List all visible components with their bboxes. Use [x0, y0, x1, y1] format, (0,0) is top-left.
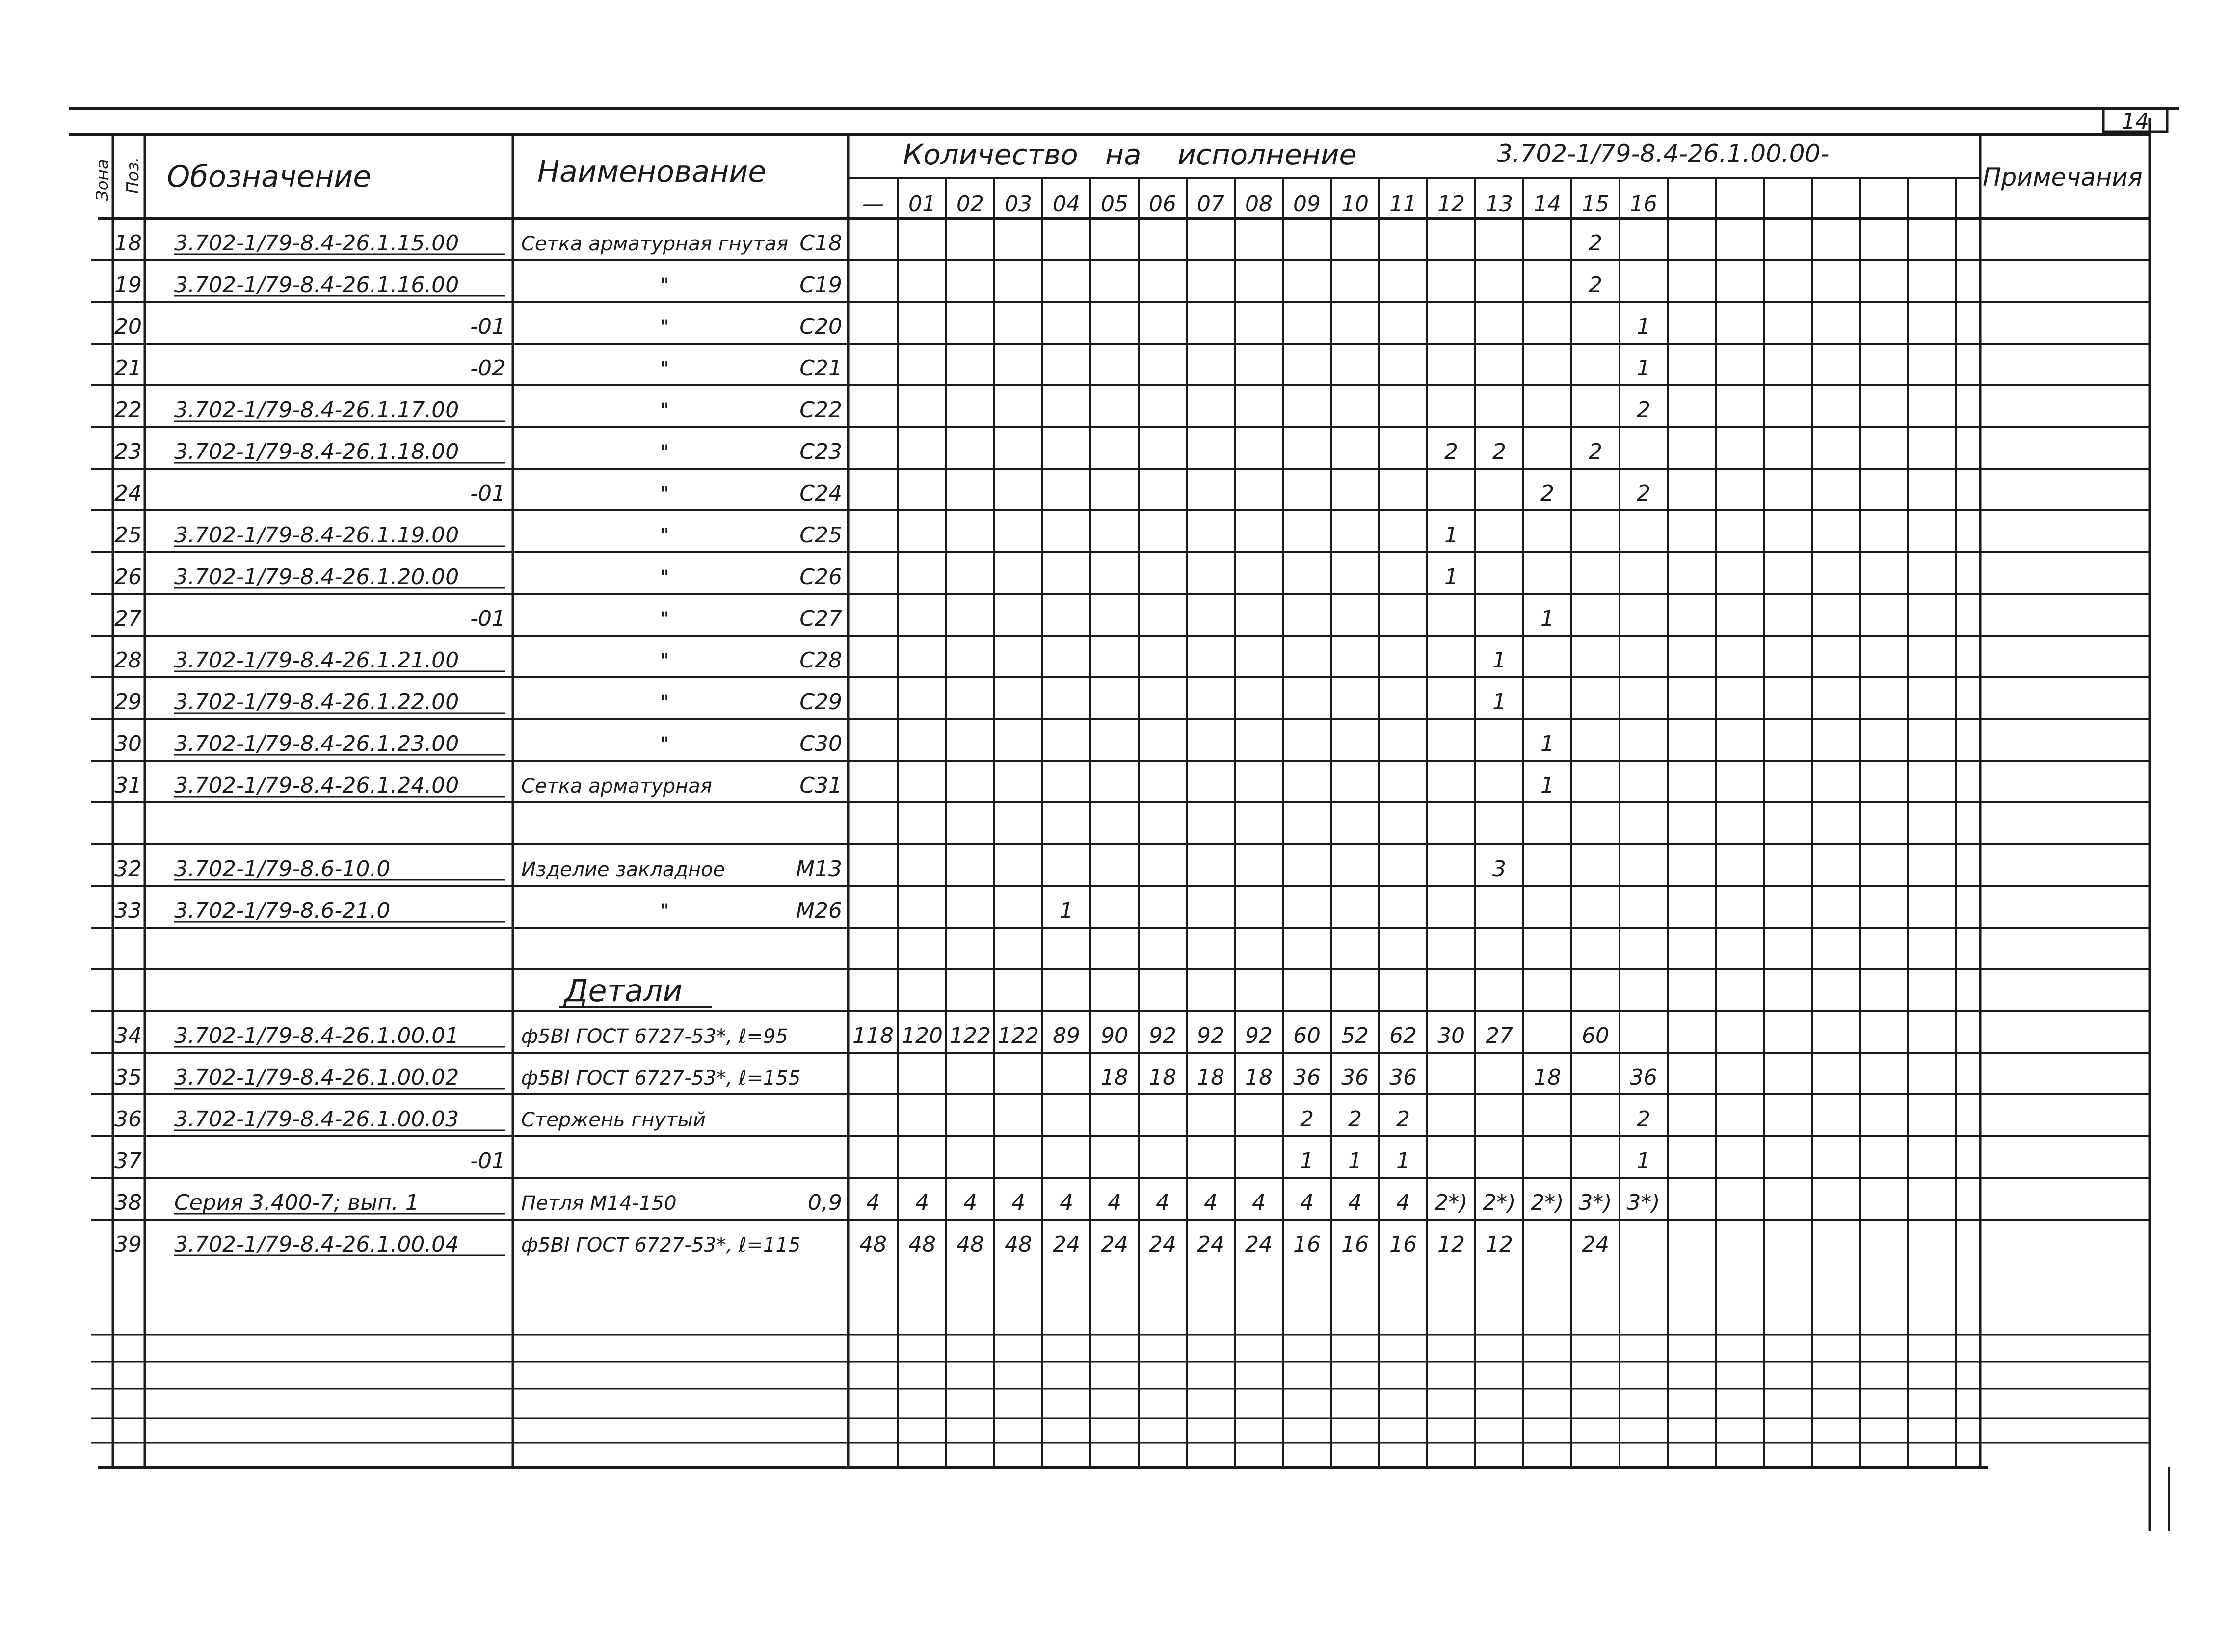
row-designation: 3.702-1/79-8.4-26.1.21.00 — [174, 648, 459, 673]
row-name: ф5ВI ГОСТ 6727-53*, ℓ=95 — [521, 1025, 788, 1048]
section-heading: Детали — [564, 973, 683, 1009]
table-row — [114, 564, 1458, 589]
row-name: Сетка арматурная — [521, 775, 712, 798]
variant-label: 15 — [1582, 191, 1609, 216]
row-name-code: С22 — [799, 398, 842, 423]
qty-cell: 4 — [1300, 1190, 1314, 1215]
qty-cell: 4 — [1108, 1190, 1121, 1215]
row-name: " — [660, 358, 669, 380]
qty-cell: 1 — [1492, 690, 1506, 715]
qty-cell: 2 — [1637, 1107, 1650, 1132]
qty-cell: 52 — [1341, 1023, 1369, 1048]
header-qty-doc: 3.702-1/79-8.4-26.1.00.00- — [1497, 139, 1830, 168]
qty-cell: 48 — [1005, 1232, 1032, 1257]
qty-cell: 122 — [998, 1023, 1039, 1048]
row-designation: 3.702-1/79-8.6-21.0 — [174, 898, 391, 923]
qty-cell: 2*) — [1483, 1190, 1516, 1215]
row-name: " — [660, 400, 669, 422]
row-designation: 3.702-1/79-8.4-26.1.20.00 — [174, 564, 459, 589]
variant-label: 12 — [1437, 191, 1465, 216]
qty-cell: 92 — [1197, 1023, 1224, 1048]
variant-label: 02 — [956, 191, 984, 216]
row-designation: 3.702-1/79-8.4-26.1.24.00 — [174, 773, 459, 798]
row-name-code: С28 — [799, 648, 842, 673]
variant-label: 05 — [1101, 191, 1128, 216]
row-position: 24 — [114, 481, 142, 506]
row-designation: -01 — [470, 1148, 505, 1173]
qty-cell: 1 — [1637, 1148, 1650, 1173]
row-name-code: М26 — [796, 898, 842, 923]
header-pos: Поз. — [123, 157, 143, 194]
qty-cell: 2 — [1492, 439, 1506, 464]
qty-cell: 1 — [1540, 606, 1554, 631]
qty-cell: 18 — [1197, 1065, 1224, 1090]
row-name: " — [660, 900, 669, 923]
row-designation: 3.702-1/79-8.4-26.1.00.03 — [174, 1107, 459, 1132]
row-name-code: С18 — [799, 231, 842, 256]
qty-cell: 2 — [1637, 481, 1650, 506]
qty-cell: 16 — [1341, 1232, 1369, 1257]
qty-cell: 2 — [1589, 439, 1602, 464]
header-name: Наименование — [537, 155, 767, 189]
table-row — [114, 314, 1650, 339]
qty-cell: 1 — [1396, 1148, 1410, 1173]
qty-cell: 1 — [1540, 773, 1554, 798]
table-row — [114, 1065, 1657, 1090]
row-name: " — [660, 692, 669, 714]
row-name-code: С27 — [799, 606, 842, 631]
row-position: 18 — [114, 231, 142, 256]
row-designation: 3.702-1/79-8.6-10.0 — [174, 856, 391, 881]
qty-cell: 1 — [1637, 314, 1650, 339]
row-name-code: С25 — [799, 523, 842, 548]
qty-cell: 1 — [1540, 731, 1554, 756]
table-row — [114, 1190, 1660, 1215]
header-zone: Зона — [93, 159, 112, 201]
qty-cell: 16 — [1389, 1232, 1417, 1257]
row-name-code: 0,9 — [808, 1190, 842, 1215]
variant-label: 14 — [1534, 191, 1561, 216]
qty-cell: 4 — [1348, 1190, 1362, 1215]
row-position: 35 — [114, 1065, 142, 1090]
table-row — [114, 898, 1073, 923]
row-name: Изделие закладное — [521, 858, 725, 881]
variant-label: 11 — [1389, 191, 1417, 216]
row-name: ф5ВI ГОСТ 6727-53*, ℓ=115 — [521, 1234, 801, 1256]
row-position: 34 — [114, 1023, 142, 1048]
qty-cell: 60 — [1293, 1023, 1321, 1048]
qty-cell: 2*) — [1531, 1190, 1564, 1215]
row-name-code: С26 — [799, 564, 842, 589]
row-designation: 3.702-1/79-8.4-26.1.00.04 — [174, 1232, 459, 1257]
qty-cell: 1 — [1444, 564, 1458, 589]
table-row — [114, 731, 1554, 756]
variant-header-row — [862, 191, 1657, 216]
table-row — [114, 648, 1506, 673]
row-designation: 3.702-1/79-8.4-26.1.18.00 — [174, 439, 459, 464]
row-designation: -02 — [470, 356, 505, 381]
qty-cell: 24 — [1149, 1232, 1176, 1257]
qty-cell: 48 — [859, 1232, 887, 1257]
qty-cell: 3*) — [1627, 1190, 1660, 1215]
qty-cell: 4 — [1060, 1190, 1073, 1215]
qty-cell: 30 — [1437, 1023, 1465, 1048]
row-position: 25 — [114, 523, 142, 548]
row-name: " — [660, 608, 669, 631]
row-name: " — [660, 483, 669, 506]
qty-cell: 36 — [1389, 1065, 1417, 1090]
row-position: 20 — [114, 314, 142, 339]
qty-cell: 36 — [1293, 1065, 1321, 1090]
table-row — [114, 481, 1650, 506]
qty-cell: 2 — [1396, 1107, 1410, 1132]
row-position: 37 — [114, 1148, 142, 1173]
qty-cell: 1 — [1060, 898, 1073, 923]
qty-cell: 18 — [1245, 1065, 1273, 1090]
qty-cell: 2 — [1444, 439, 1458, 464]
header-notes: Примечания — [1983, 163, 2143, 191]
qty-cell: 1 — [1300, 1148, 1314, 1173]
qty-cell: 4 — [1204, 1190, 1218, 1215]
qty-cell: 24 — [1101, 1232, 1128, 1257]
variant-label: 08 — [1245, 191, 1273, 216]
row-designation: 3.702-1/79-8.4-26.1.00.02 — [174, 1065, 459, 1090]
header-qty-title: Количество на исполнение — [903, 138, 1357, 171]
qty-cell: 1 — [1348, 1148, 1362, 1173]
row-name: Сетка арматурная гнутая — [521, 233, 789, 255]
row-designation: 3.702-1/79-8.4-26.1.23.00 — [174, 731, 459, 756]
qty-cell: 4 — [1252, 1190, 1266, 1215]
qty-cell: 24 — [1245, 1232, 1273, 1257]
table-row — [114, 1148, 1650, 1173]
row-name-code: С24 — [799, 481, 842, 506]
row-name: " — [660, 441, 669, 464]
qty-cell: 18 — [1534, 1065, 1561, 1090]
qty-cell: 36 — [1341, 1065, 1369, 1090]
qty-cell: 2 — [1540, 481, 1554, 506]
qty-cell: 4 — [915, 1190, 929, 1215]
row-position: 26 — [114, 564, 142, 589]
row-position: 30 — [114, 731, 142, 756]
variant-label: 06 — [1149, 191, 1176, 216]
qty-cell: 18 — [1101, 1065, 1128, 1090]
qty-cell: 27 — [1486, 1023, 1513, 1048]
row-name-code: С20 — [799, 314, 842, 339]
variant-label: 13 — [1486, 191, 1513, 216]
table-row — [114, 356, 1650, 381]
row-name: Петля М14-150 — [521, 1192, 677, 1215]
row-position: 19 — [114, 272, 142, 297]
table-row — [114, 523, 1458, 548]
table-row — [114, 1232, 1609, 1257]
row-designation: -01 — [470, 606, 505, 631]
row-designation: 3.702-1/79-8.4-26.1.19.00 — [174, 523, 459, 548]
qty-cell: 12 — [1486, 1232, 1513, 1257]
qty-cell: 89 — [1053, 1023, 1080, 1048]
row-name: " — [660, 316, 669, 339]
qty-cell: 2 — [1300, 1107, 1314, 1132]
qty-cell: 120 — [902, 1023, 943, 1048]
qty-cell: 4 — [1156, 1190, 1169, 1215]
row-designation: 3.702-1/79-8.4-26.1.17.00 — [174, 398, 459, 423]
qty-cell: 4 — [1011, 1190, 1025, 1215]
row-position: 38 — [114, 1190, 142, 1215]
row-name-code: С31 — [799, 773, 842, 798]
row-position: 27 — [114, 606, 142, 631]
row-position: 39 — [114, 1232, 142, 1257]
table-grid — [69, 109, 2179, 1531]
qty-cell: 2*) — [1434, 1190, 1468, 1215]
row-position: 31 — [114, 773, 142, 798]
table-row — [114, 606, 1554, 631]
table-row — [114, 856, 1506, 881]
row-position: 33 — [114, 898, 142, 923]
qty-cell: 3*) — [1579, 1190, 1612, 1215]
qty-cell: 4 — [866, 1190, 880, 1215]
qty-cell: 12 — [1437, 1232, 1465, 1257]
variant-label: 01 — [908, 191, 936, 216]
variant-label: 04 — [1053, 191, 1080, 216]
variant-label: 09 — [1293, 191, 1321, 216]
row-position: 21 — [114, 356, 142, 381]
row-designation: 3.702-1/79-8.4-26.1.16.00 — [174, 272, 459, 297]
qty-cell: 2 — [1589, 272, 1602, 297]
qty-cell: 2 — [1589, 231, 1602, 256]
qty-cell: 118 — [852, 1023, 894, 1048]
qty-cell: 48 — [956, 1232, 984, 1257]
variant-label: — — [862, 191, 884, 216]
qty-cell: 24 — [1197, 1232, 1224, 1257]
row-name: ф5ВI ГОСТ 6727-53*, ℓ=155 — [521, 1067, 801, 1090]
qty-cell: 24 — [1053, 1232, 1080, 1257]
row-position: 22 — [114, 398, 142, 423]
row-name: " — [660, 733, 669, 756]
variant-label: 07 — [1197, 191, 1224, 216]
row-name-code: С23 — [799, 439, 842, 464]
qty-cell: 4 — [963, 1190, 977, 1215]
row-name-code: С29 — [799, 690, 842, 715]
row-designation: 3.702-1/79-8.4-26.1.00.01 — [174, 1023, 459, 1048]
table-row — [114, 1023, 1609, 1048]
row-designation: 3.702-1/79-8.4-26.1.15.00 — [174, 231, 459, 256]
row-name-code: С19 — [799, 272, 842, 297]
qty-cell: 1 — [1492, 648, 1506, 673]
qty-cell: 62 — [1389, 1023, 1417, 1048]
row-position: 23 — [114, 439, 142, 464]
table-row — [114, 398, 1650, 423]
qty-cell: 3 — [1492, 856, 1506, 881]
row-name-code: М13 — [796, 856, 842, 881]
row-position: 36 — [114, 1107, 142, 1132]
qty-cell: 1 — [1444, 523, 1458, 548]
table-row — [114, 690, 1506, 715]
row-name: " — [660, 650, 669, 672]
qty-cell: 60 — [1582, 1023, 1609, 1048]
row-name: Стержень гнутый — [521, 1109, 706, 1131]
row-name-code: С21 — [799, 356, 842, 381]
table-row — [559, 973, 712, 1009]
variant-label: 03 — [1005, 191, 1032, 216]
row-name-code: С30 — [799, 731, 842, 756]
row-position: 29 — [114, 690, 142, 715]
row-position: 32 — [114, 856, 142, 881]
qty-cell: 48 — [908, 1232, 936, 1257]
qty-cell: 90 — [1101, 1023, 1128, 1048]
row-name: " — [660, 525, 669, 547]
row-position: 28 — [114, 648, 142, 673]
qty-cell: 24 — [1582, 1232, 1609, 1257]
variant-label: 16 — [1630, 191, 1657, 216]
qty-cell: 2 — [1348, 1107, 1362, 1132]
qty-cell: 1 — [1637, 356, 1650, 381]
qty-cell: 4 — [1396, 1190, 1410, 1215]
row-designation: Серия 3.400-7; вып. 1 — [174, 1190, 419, 1215]
qty-cell: 92 — [1149, 1023, 1176, 1048]
variant-label: 10 — [1341, 191, 1369, 216]
row-name: " — [660, 566, 669, 589]
page-number: 14 — [2122, 109, 2149, 134]
row-designation: -01 — [470, 314, 505, 339]
table-row — [114, 773, 1554, 798]
row-name: " — [660, 274, 669, 297]
table-row — [114, 1107, 1650, 1132]
header-designation: Обозначение — [167, 160, 372, 194]
qty-cell: 2 — [1637, 398, 1650, 423]
qty-cell: 16 — [1293, 1232, 1321, 1257]
qty-cell: 18 — [1149, 1065, 1176, 1090]
row-designation: -01 — [470, 481, 505, 506]
row-designation: 3.702-1/79-8.4-26.1.22.00 — [174, 690, 459, 715]
qty-cell: 92 — [1245, 1023, 1273, 1048]
qty-cell: 36 — [1630, 1065, 1657, 1090]
qty-cell: 122 — [950, 1023, 991, 1048]
